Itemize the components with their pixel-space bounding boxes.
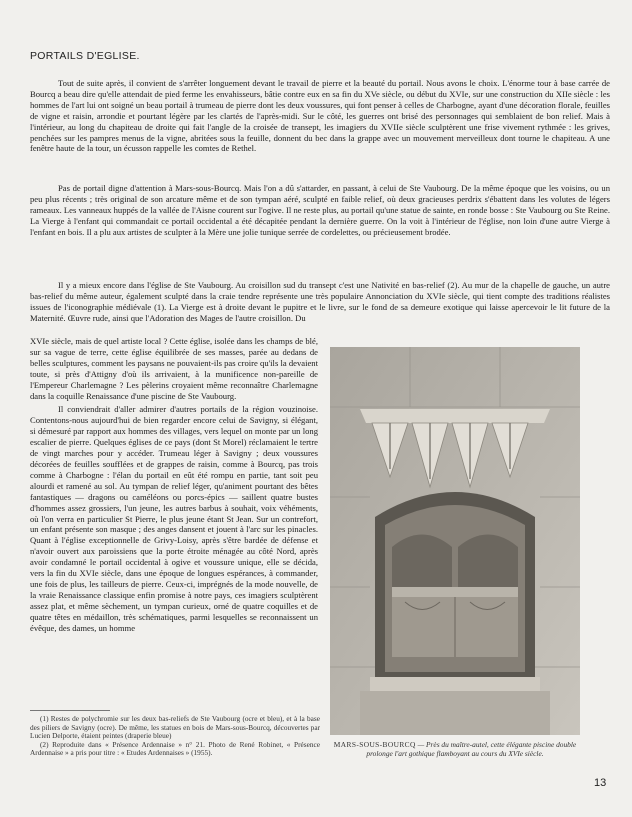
page-number: 13 bbox=[594, 777, 607, 789]
paragraph: XVIe siècle, mais de quel artiste local ? Cette église, isolée dans les champs de blé, sur sa vague de terre, cette église équilibrée de ses masses, parée au dedans de belles sculptures, comment les paysans ne pouvaient-ils pas croire qu'ils la devaient toute, si près d'Attigny d'où ils arrivaient, à la munificence non-pareille de l'Empereur Charlemagne ? Les pèlerins croyaient même reconnaître Charlemagne dans la coquille Renaissance d'une piscine de Ste Vaubourg. bbox=[30, 336, 318, 401]
footnote: (2) Reproduite dans « Présence Ardennaise » n° 21. Photo de René Robinet, « Présence Ardennaise » a pris pour titre : « Etudes Ardennaises » (1955). bbox=[30, 739, 320, 758]
caption-text: — Près du maître-autel, cette élégante piscine double prolonge l'art gothique flamboyant au cours du XVIe siècle. bbox=[366, 740, 577, 758]
footnote: (1) Restes de polychromie sur les deux bas-reliefs de Ste Vaubourg (ocre et bleu), et à la base des piliers de Savigny (ocre). De même, les statues en bois de Mars-sous-Bourcq, découvertes par Lucien Delporte, étaient peintes (draperie bleue) bbox=[30, 714, 320, 741]
footnote-rule bbox=[30, 710, 110, 711]
paragraph: Il conviendrait d'aller admirer d'autres portails de la région vouzinoise. Contentons-nous aujourd'hui de bien regarder encore celui de Savigny, si élégant, si démesuré par rapport aux hommes des villages, vers lequel on monte par un long escalier de pierre. Quelques églises de ce pays (dont St Morel) réclamaient le tertre de vingt marches pour y accéder. Trumeau léger à Savigny ; deux voussures décorées de feuilles soufflées et de grappes de raisin, comme à Bourcq, pas trois comme à Charbogne : l'élan du portail en eût été rompu en partie, tant soit peu alourdi et ramené au sol. Au tympan de relief léger, qu'animent pourtant des bêtes fantastiques — dragons ou caméléons ou porcs-épics — saillent quatre bustes d'hommes assez grossiers, l'un jeune, les autres barbus à souhait, voix véhéments, où l'on verra en particulier St Pierre, le plus jeune étant St Jean. Sur un contrefort, un enfant présente son masque ; des anges dansent et jouent à l'arc sur les pinacles. Quant à l'église exceptionnelle de Grivy-Loisy, après s'être bardée de défense et n'avoir ouvert aux paroissiens que la porte étroite ménagée au côté Nord, après avoir condamné le portail occidental à ogive et voussure unique, elle se décida, vers la fin du XVIe siècle, dans une époque de longues espérances, à commander, une fois de plus, les tailleurs de pierre. Ceux-ci, imprégnés de la mode nouvelle, de la vraie Renaissance classique enfin promise à notre pays, ces imagiers sculptèrent assez plat, et même sèchement, un tympan curieux, orné de quatre coquilles et de quatre têtes en médaillon, très schématiques, parmi lesquelles se reconnaissent un évêque, des dames, un homme bbox=[30, 404, 318, 633]
paragraph: Il y a mieux encore dans l'église de Ste Vaubourg. Au croisillon sud du transept c'est une Nativité en bas-relief (2). Au mur de la chapelle de gauche, un autre bas-relief du même auteur, également sculpté dans la craie tendre représente une très populaire Annonciation du XVIe siècle, qui tient compte des traditions réalistes issues de l'iconographie médiévale (1). La Vierge est à droite devant le pupitre et le livre, sur le fond de sa demeure exotique qui laisse apercevoir le lit future de la Maternité. Œuvre rude, ainsi que l'Adoration des Mages de l'autre croisillon. Du bbox=[30, 280, 610, 323]
section-heading: PORTAILS D'EGLISE. bbox=[30, 50, 140, 62]
paragraph: Tout de suite après, il convient de s'arrêter longuement devant le travail de pierre et la beauté du portail. Nous avons le choix. L'énorme tour à base carrée de Bourcq a beau dire qu'elle attendait de pied ferme les envahisseurs, bâtie contre eux en sa fin du XVe siècle, ou début du XVIe, sur une construction du XIIe siècle : les hommes de l'art lui ont soigné un beau portail à trumeau de pierre dont les deux voussures, qui font penser à celles de Charbogne, ayant d'une décoration florale, feuilles de vigne et raisin, arrondie et pourtant légère par les clartés de l'après-midi. Sur le côté, les guerres ont brisé des personnages qui semblaient de bon relief. Mais à l'intérieur, au long du chapiteau de droite qui fait l'angle de la croisée de transept, les imagiers du XVIIe siècle sculptèrent une frise vivement rythmée : les grives, penchées sur les pampres menus de la vigne, abritées sous la feuille, donnent du bec dans la grappe avec un mouvement merveilleux dont tourne le chapiteau. A une fenêtre haute de la tour, un écusson rappelle les comtes de Rethel. bbox=[30, 78, 610, 154]
left-column-text bbox=[30, 336, 318, 636]
church-piscine-photo bbox=[330, 347, 580, 735]
caption-place: MARS-SOUS-BOURCQ bbox=[333, 740, 416, 749]
body-text-full bbox=[30, 183, 610, 238]
paragraph: Pas de portail digne d'attention à Mars-sous-Bourcq. Mais l'on a dû s'attarder, en passant, à celui de Ste Vaubourg. De la même époque que les voisins, ou un peu plus récents ; très original de son arcature même et de son tympan aéré, sculpté en faible relief, où deux gracieuses perdrix s'ébattent dans les volutes de légers rameaux. Les vanneaux huppés de la vallée de l'Aisne courent sur l'ogive. Il ne reste plus, au portail qu'une statue de sainte, en ronde bosse : Ste Vaubourg ou Ste Reine. La Vierge à l'enfant qui commandait ce portail occidental a été décapitée pendant la dernière guerre. On la voit à l'intérieur de l'église, non loin d'une autre Vierge à l'enfant en bois. Il a plu aux artistes de sculpter à la Mère une jolie tunique serrée de cordelettes, ou précieusement brodée. bbox=[30, 183, 610, 237]
piscine-illustration bbox=[330, 347, 580, 735]
body-text-full bbox=[30, 78, 610, 154]
body-text-full bbox=[30, 280, 610, 324]
photo-caption bbox=[330, 740, 580, 758]
footnotes bbox=[30, 715, 320, 758]
